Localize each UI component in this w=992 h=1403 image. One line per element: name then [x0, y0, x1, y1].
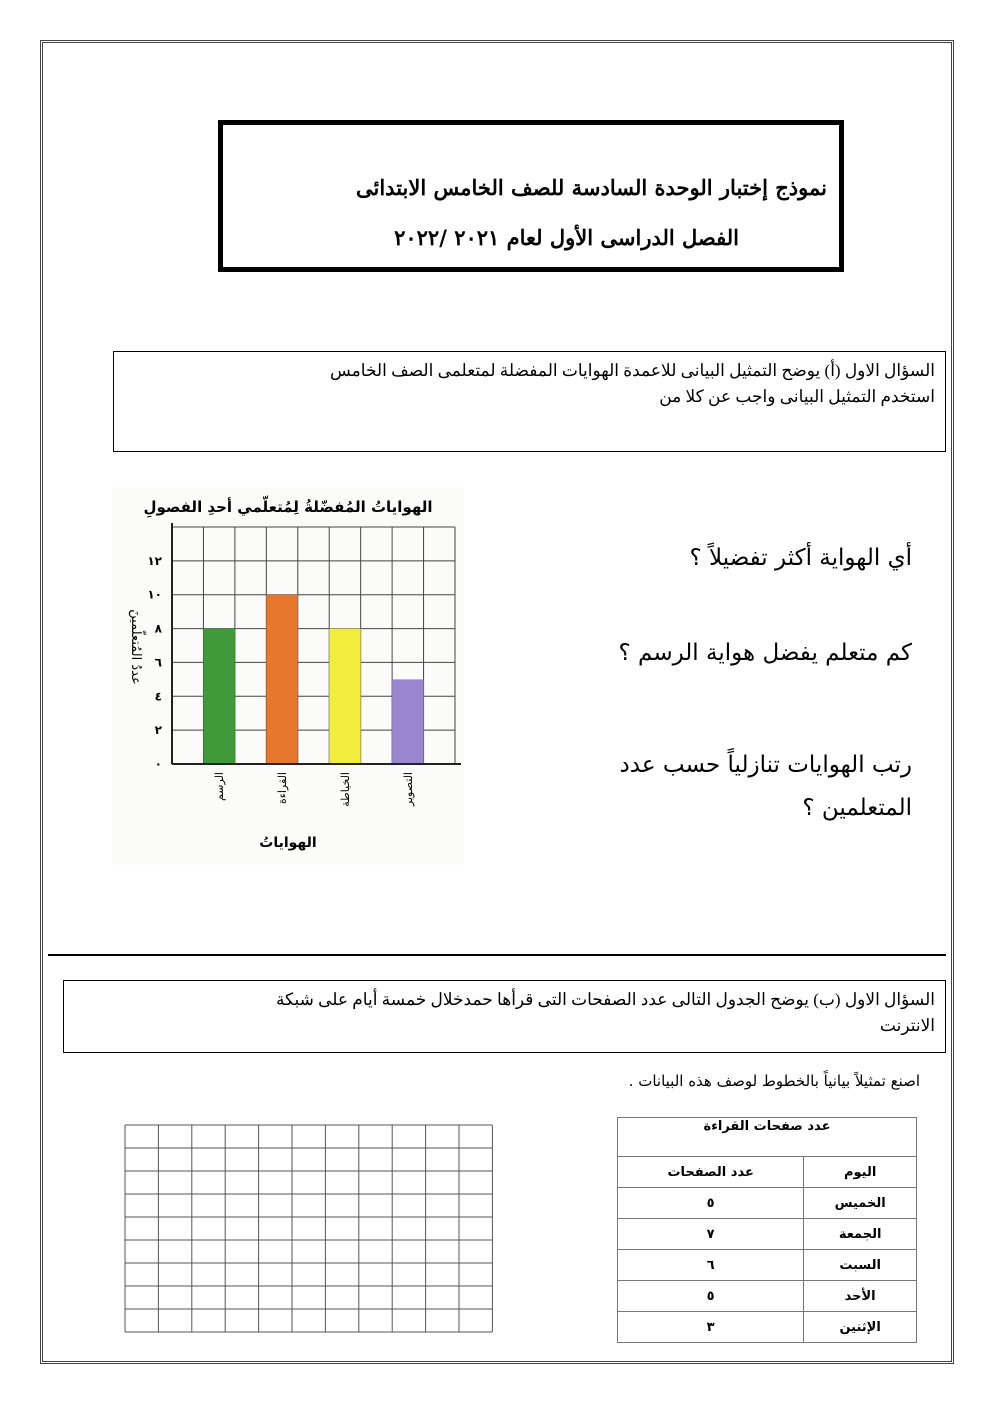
day-cell: الأحد — [804, 1281, 917, 1312]
table-row — [618, 1188, 917, 1219]
y-axis-label: عددُ المُتعلّمينَ — [128, 609, 143, 685]
table-header-day: اليوم — [804, 1157, 917, 1188]
side-question-3-cont: المتعلمين ؟ — [802, 795, 912, 821]
pages-cell: ٥ — [618, 1281, 804, 1312]
question-b-box — [63, 980, 946, 1053]
table-row — [618, 1219, 917, 1250]
table-row — [618, 1281, 917, 1312]
y-tick-label: ٠ — [154, 757, 162, 771]
side-question-3: رتب الهوايات تنازلياً حسب عدد — [619, 752, 912, 778]
pages-cell: ٦ — [618, 1250, 804, 1281]
bar-3 — [329, 629, 360, 764]
y-tick-label: ٨ — [154, 621, 162, 636]
y-tick-label: ١٠ — [147, 587, 162, 602]
pages-cell: ٥ — [618, 1188, 804, 1219]
x-tick-label: القراءة — [276, 772, 290, 805]
table-row — [618, 1250, 917, 1281]
reading-table — [617, 1117, 917, 1343]
question-a-box — [113, 351, 946, 452]
empty-grid — [124, 1124, 494, 1334]
x-tick-label: التصوير — [401, 772, 415, 807]
table-title: عدد صفحات القراءة — [618, 1118, 917, 1157]
x-tick-label: الخياطة — [338, 772, 352, 807]
x-axis-label: الهواياتُ — [259, 835, 317, 851]
day-cell: الخميس — [804, 1188, 917, 1219]
bar-chart — [112, 487, 464, 865]
table-header-pages: عدد الصفحات — [618, 1157, 804, 1188]
title-line-2: الفصل الدراسى الأول لعام ٢٠٢١ /٢٠٢٢ — [394, 225, 739, 250]
chart-title: الهواياتُ المُفضّلةُ لِمُتعلّمي أحدِ الفصولِ — [143, 498, 433, 516]
day-cell: السبت — [804, 1250, 917, 1281]
bar-4 — [392, 679, 423, 764]
title-line-1: نموذج إختبار الوحدة السادسة للصف الخامس الابتدائى — [355, 175, 827, 200]
side-question-1: أي الهواية أكثر تفضيلاً ؟ — [689, 545, 912, 571]
y-tick-label: ١٢ — [147, 553, 162, 568]
divider — [48, 954, 946, 956]
title-box — [218, 120, 844, 272]
day-cell: الإثنين — [804, 1312, 917, 1343]
question-a-line-1: السؤال الاول (أ) يوضح التمثيل البيانى للاعمدة الهوايات المفضلة لمتعلمى الصف الخامس — [329, 361, 935, 380]
y-tick-label: ٤ — [154, 689, 162, 704]
pages-cell: ٧ — [618, 1219, 804, 1250]
x-tick-label: الرسم — [213, 772, 227, 802]
table-row — [618, 1312, 917, 1343]
side-question-2: كم متعلم يفضل هواية الرسم ؟ — [618, 640, 912, 666]
bar-1 — [203, 629, 234, 764]
question-b-line-2: الانترنت — [879, 1016, 935, 1035]
pages-cell: ٣ — [618, 1312, 804, 1343]
question-a-line-2: استخدم التمثيل البيانى واجب عن كلا من — [659, 387, 935, 406]
y-tick-label: ٢ — [154, 723, 162, 738]
question-b-line-1: السؤال الاول (ب) يوضح الجدول التالى عدد الصفحات التى قرأها حمدخلال خمسة أيام على شبكة — [275, 990, 935, 1009]
instruction: اصنع تمثيلاً بيانياً بالخطوط لوصف هذه البيانات . — [628, 1072, 920, 1090]
day-cell: الجمعة — [804, 1219, 917, 1250]
bar-2 — [266, 595, 297, 764]
y-tick-label: ٦ — [154, 655, 162, 670]
